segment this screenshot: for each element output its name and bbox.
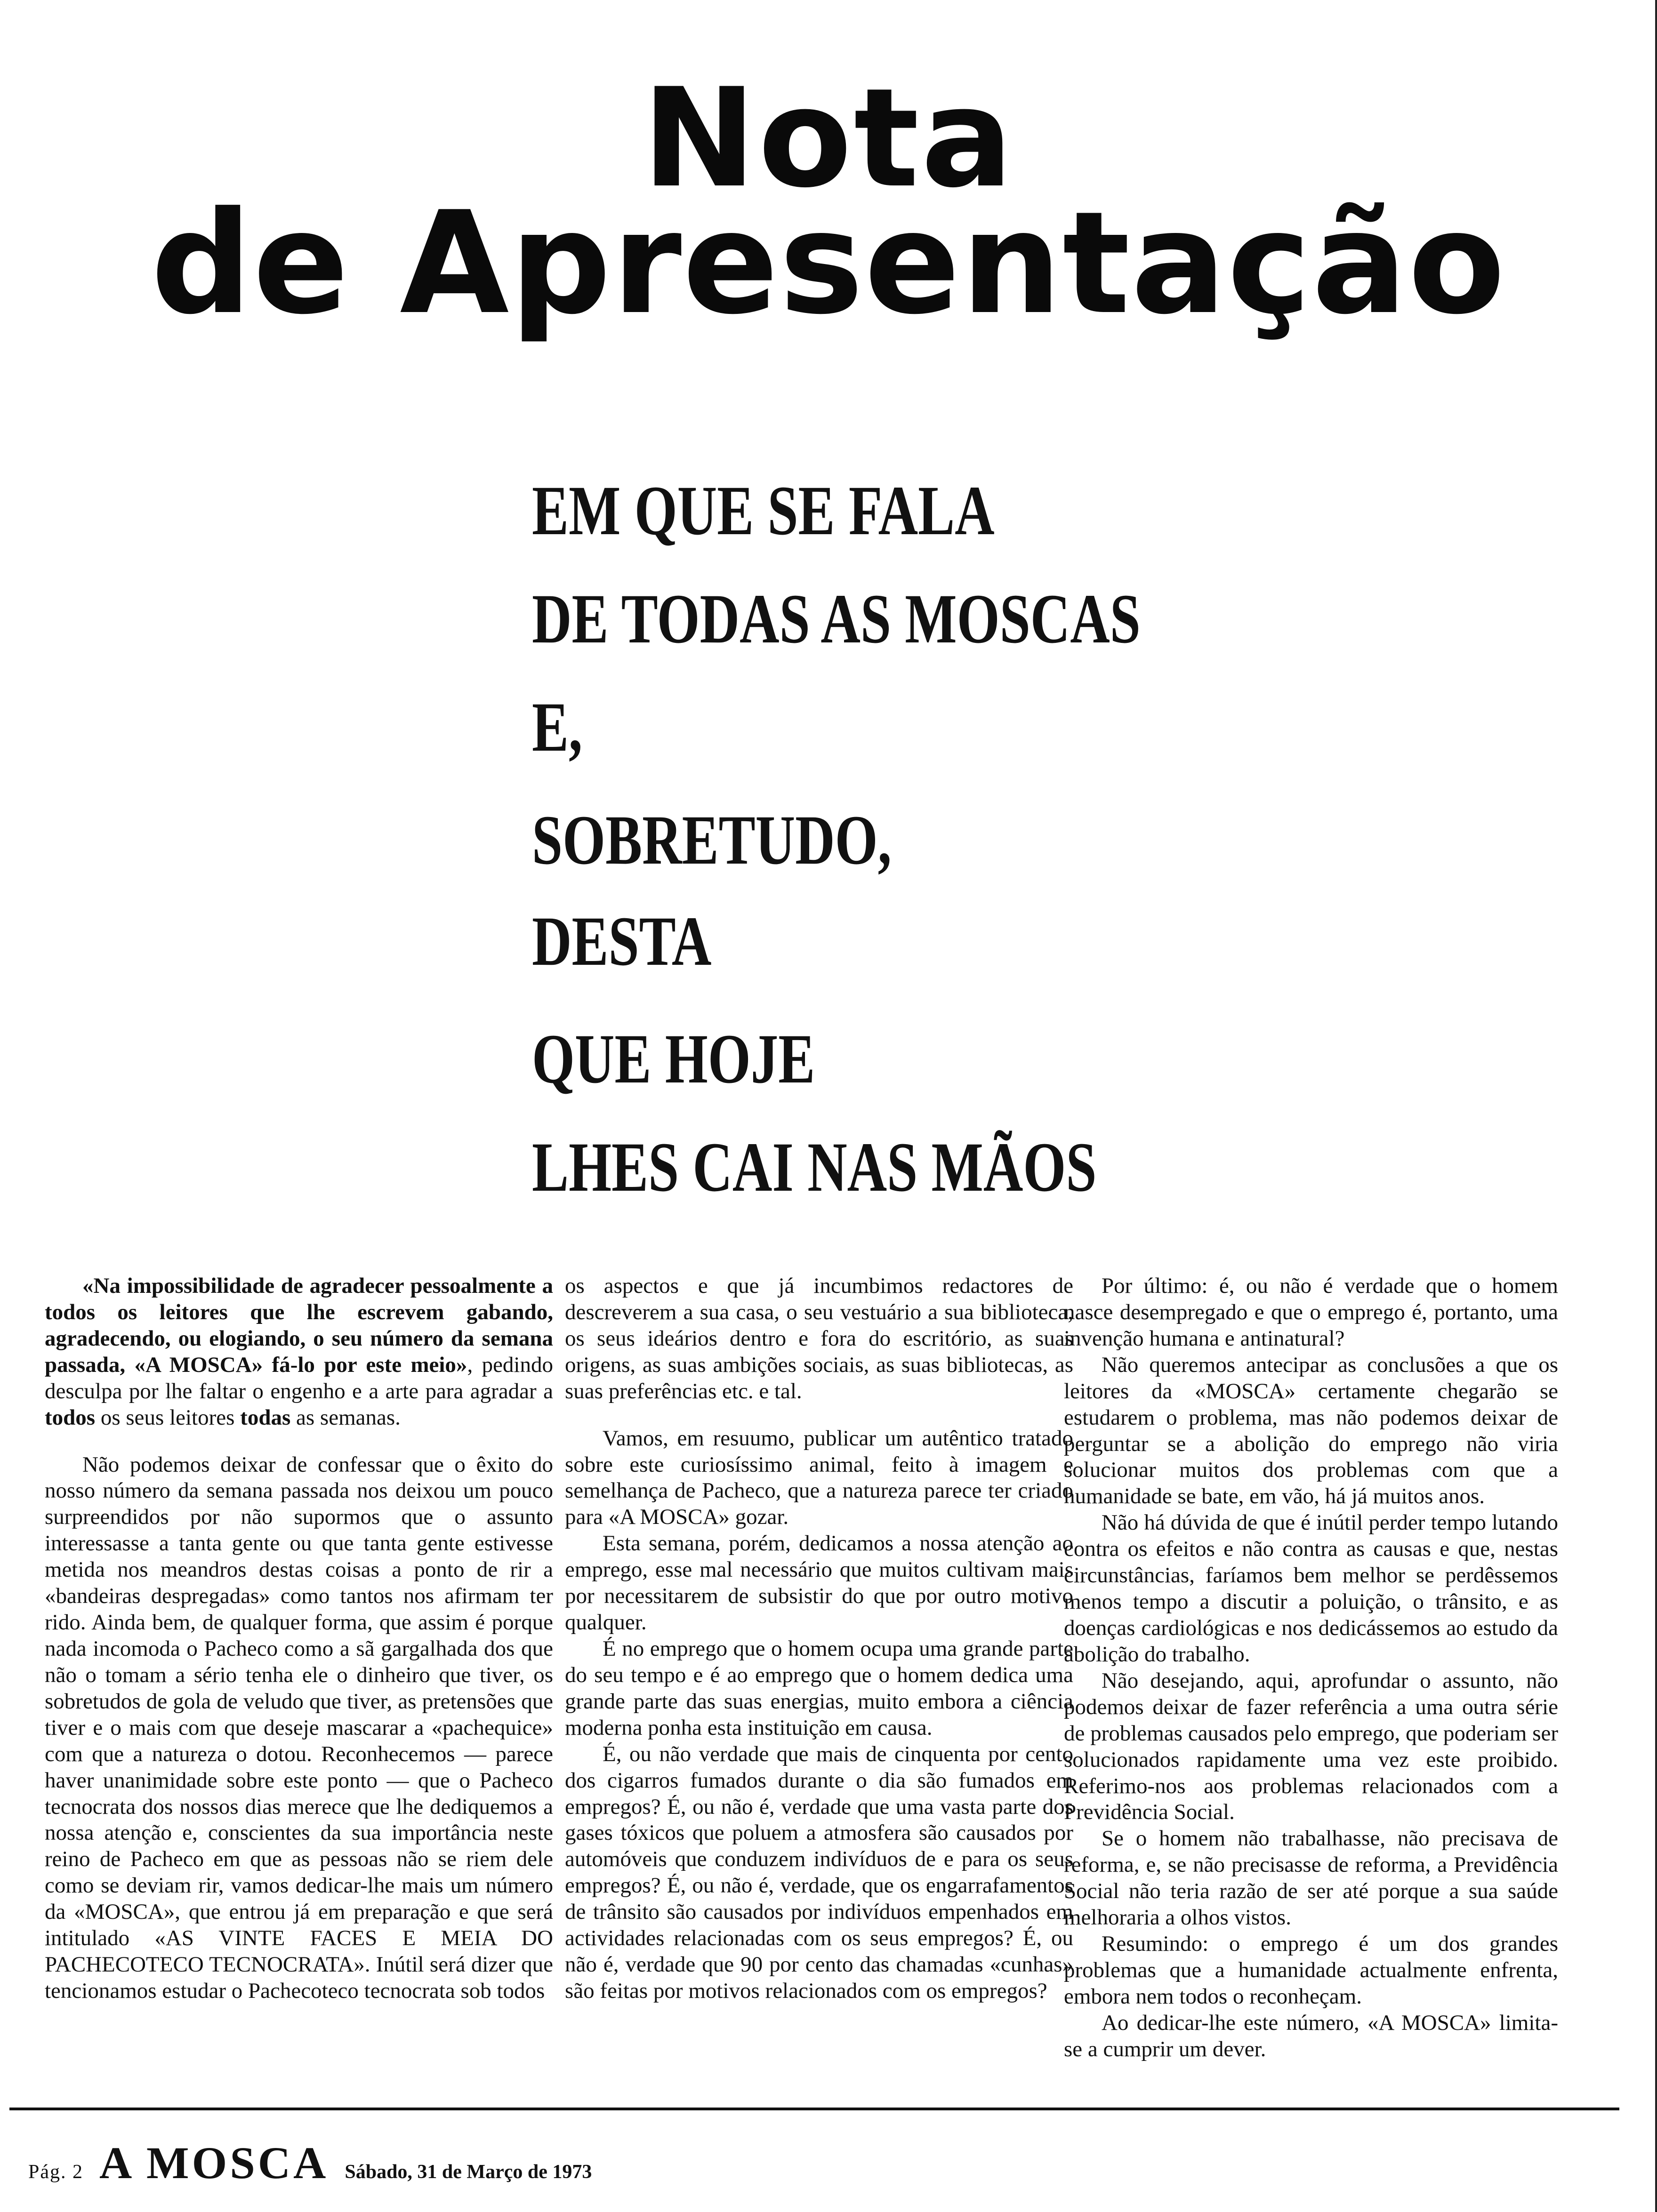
title-line-2: de Apresentação xyxy=(151,181,1506,345)
col3-paragraph-2: Não queremos antecipar as conclusões a que os leitores da «MOSCA» certamente chegarão se estudarem o problema, mas não podemos deixar de perguntar se a abolição do emprego não viria solucionar muitos dos problemas com que a humanidade se bate, em vão, há já muitos anos. xyxy=(1064,1352,1558,1509)
col2-paragraph-4: É no emprego que o homem ocupa uma grande parte do seu tempo e é ao emprego que o homem dedica uma grande parte das suas energias, muito embora a ciência moderna ponha esta instituição em causa. xyxy=(565,1636,1073,1740)
col3-paragraph-7: Ao dedicar-lhe este número, «A MOSCA» limita-se a cumprir um dever. xyxy=(1064,2010,1558,2061)
col3-paragraph-1: Por último: é, ou não é verdade que o homem nasce desempregado e que o emprego é, portanto, uma invenção humana e antinatural? xyxy=(1064,1274,1558,1351)
page-number: Pág. 2 xyxy=(28,2161,83,2183)
headline-line-7: LHES CAI NAS MÃOS xyxy=(532,1128,1097,1206)
intro-text-1: , pedindo desculpa por lhe faltar o engenho e a arte para agradar a xyxy=(45,1352,553,1403)
column-3 xyxy=(1064,1273,1558,2063)
page-edge xyxy=(1649,0,1657,2212)
col3-paragraph-5: Se o homem não trabalhasse, não precisava de reforma, e, se não precisasse de reforma, a Previdência Social não teria razão de ser até porque a sua saúde melhoraria a olhos vistos. xyxy=(1064,1826,1558,1930)
intro-text-2: os seus leitores xyxy=(95,1405,241,1430)
col1-paragraph-2: Não podemos deixar de confessar que o êxito do nosso número da semana passada nos deixou um pouco surpreendidos por não supormos que o assunto interessasse a tanta gente ou que tanta gente estivesse metida nos meandros destas coisas a ponto de rir a «bandeiras despregadas» como tantos nos afirmam ter rido. Ainda bem, de qualquer forma, que assim é porque nada incomoda o Pacheco como a sã gargalhada dos que não o tomam a sério tenha ele o dinheiro que tiver, os sobretudos de gola de veludo que tiver, as pretensões que tiver e o mais com que deseje mascarar a «pachequice» com que a natureza o dotou. Reconhecemos — parece haver unanimidade sobre este ponto — que o Pacheco tecnocrata dos nossos dias merece que lhe dediquemos a nossa atenção e, conscientes da sua importância neste reino de Pacheco em que as pessoas não se riem dele como se deviam rir, vamos dedicar-lhe mais um número da «MOSCA», que entrou já em preparação e que será intitulado «AS VINTE FACES E MEIA DO PACHECOTECO TECNOCRATA». Inútil será dizer que tencionamos estudar o Pachecoteco tecnocrata sob todos xyxy=(45,1452,553,2003)
col2-paragraph-5: É, ou não verdade que mais de cinquenta por cento dos cigarros fumados durante o dia são fumados em empregos? É, ou não é, verdade que uma vasta parte dos gases tóxicos que poluem a atmosfera são causados por automóveis que conduzem indivíduos de e para os seus empregos? É, ou não é, verdade, que os engarrafamentos de trânsito são causados por indivíduos empenhados em actividades relacionadas com os seus empregos? É, ou não é, verdade que 90 por cento das chamadas «cunhas» são feitas por motivos relacionados com os empregos? xyxy=(565,1741,1073,2003)
headline-line-5: DESTA xyxy=(532,902,712,980)
headline-line-2: DE TODAS AS MOSCAS xyxy=(532,580,1141,658)
col3-paragraph-4: Não desejando, aqui, aprofundar o assunto, não podemos deixar de fazer referência a uma outra série de problemas causados pelo emprego, que poderiam ser solucionados rapidamente uma vez este proibido. Referimo-nos aos problemas relacionados com a Previdência Social. xyxy=(1064,1668,1558,1825)
col2-paragraph-1: os aspectos e que já incumbimos redactores de descreverem a sua casa, o seu vestuário a sua biblioteca, os seus ideários dentro e fora do escritório, as suas origens, as suas ambições sociais, as suas bibliotecas, as suas preferências etc. e tal. xyxy=(565,1274,1073,1403)
intro-bold-2: todos xyxy=(45,1405,96,1430)
masthead-logo: A MOSCA xyxy=(99,2138,329,2188)
headline-line-6: QUE HOJE xyxy=(532,1020,815,1098)
headline-line-3: E, xyxy=(532,688,583,766)
footer xyxy=(28,2137,592,2188)
col2-paragraph-2: Vamos, em resuumo, publicar um autêntico tratado sobre este curiosíssimo animal, feito à imagem e semelhança de Pacheco, que a natureza parece ter criado para «A MOSCA» gozar. xyxy=(565,1426,1073,1530)
col2-paragraph-3: Esta semana, porém, dedicamos a nossa atenção ao emprego, esse mal necessário que muitos cultivam mais por necessitarem de subsistir do que por outro motivo qualquer. xyxy=(565,1531,1073,1635)
title-line-1: Nota xyxy=(642,59,1015,218)
headline-line-1: EM QUE SE FALA xyxy=(532,472,995,550)
col3-paragraph-3: Não há dúvida de que é inútil perder tempo lutando contra os efeitos e não contra as causas e que, nestas circunstâncias, faríamos bem melhor se perdêssemos menos tempo a discutir a poluição, o trânsito, e as doenças cardiológicas e nos dedicássemos ao estudo da abolição do trabalho. xyxy=(1064,1510,1558,1667)
article-body xyxy=(0,1273,1657,2064)
col3-paragraph-6: Resumindo: o emprego é um dos grandes problemas que a humanidade actualmente enfrenta, embora nem todos o reconheçam. xyxy=(1064,1931,1558,2009)
issue-date: Sábado, 31 de Março de 1973 xyxy=(345,2161,592,2183)
intro-text-3: as semanas. xyxy=(290,1405,401,1430)
column-2 xyxy=(565,1273,1073,2004)
intro-bold-3: todas xyxy=(240,1405,291,1430)
intro-paragraph xyxy=(45,1273,553,1431)
headline-line-4: SOBRETUDO, xyxy=(532,801,892,879)
column-1 xyxy=(45,1273,553,2004)
footer-divider xyxy=(9,2108,1619,2110)
intro-bold: «Na impossibilidade de agradecer pessoalmente a todos os leitores que lhe escrevem gabando, agradecendo, ou elogiando, o seu número da semana passada, «A MOSCA» fá-lo por este meio» xyxy=(45,1274,553,1377)
